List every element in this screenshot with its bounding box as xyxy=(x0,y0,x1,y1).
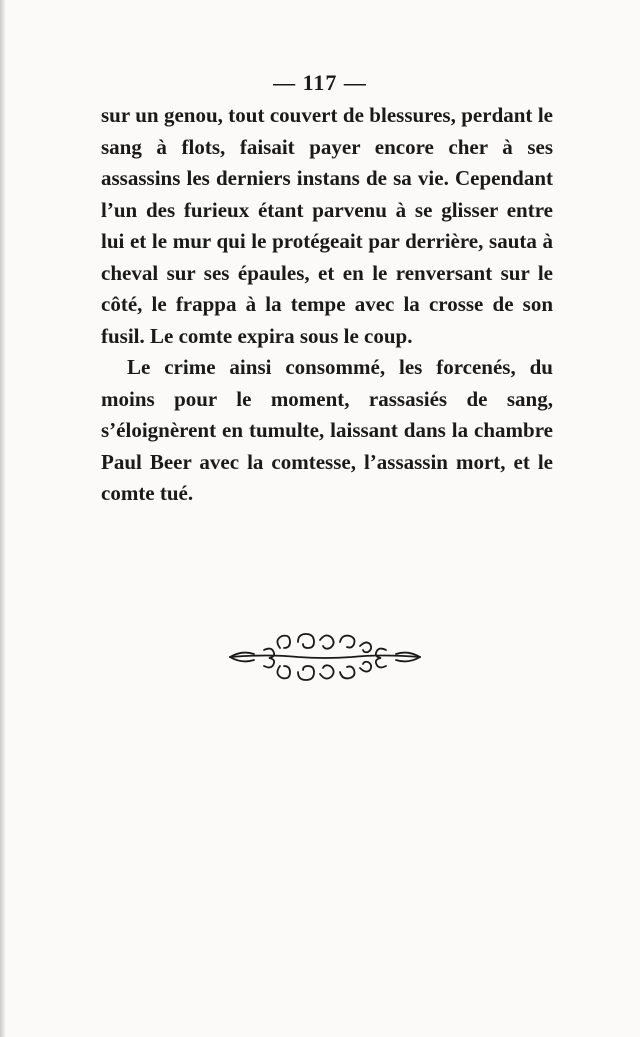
page-number: — 117 — xyxy=(273,70,367,95)
paragraph-1: sur un genou, tout couvert de blessures, perdant le sang à flots, faisait payer encore cher à ses assassins les derniers instans de sa vie. Cependant l’un des furieux étant parvenu à se glisser entre lui et le mur qui le protégeait par derrière, sauta à cheval sur ses épaules, et en le renversant sur le côté, le frappa à la tempe avec la crosse de son fusil. Le comte expira sous le coup. xyxy=(101,103,553,348)
scroll-ornament-icon xyxy=(228,628,422,686)
page-edge-shadow xyxy=(0,0,6,1037)
body-text xyxy=(101,100,553,510)
paragraph-2: Le crime ainsi consommé, les forcenés, du moins pour le moment, rassasiés de sang, s’éloignèrent en tumulte, laissant dans la chambre Paul Beer avec la comtesse, l’assassin mort, et le comte tué. xyxy=(101,355,553,505)
